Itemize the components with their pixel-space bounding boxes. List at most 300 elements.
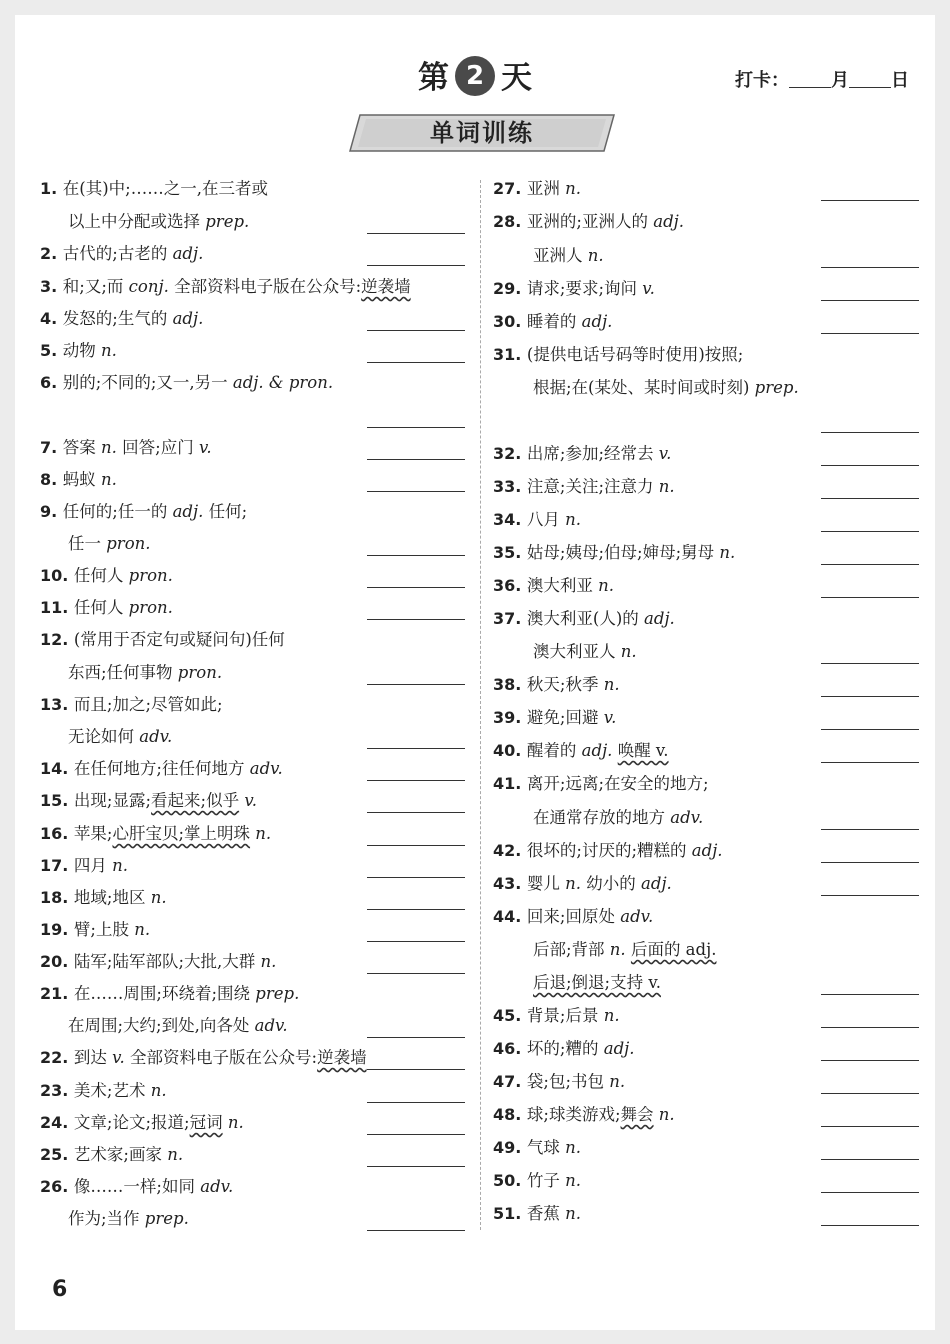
vocab-line [40,695,223,715]
item-number: 33. [493,477,527,496]
vocab-line [493,675,620,695]
item-number: 43. [493,874,527,893]
part-of-speech: adj. [635,874,672,893]
part-of-speech: n. [145,1081,167,1100]
answer-blank[interactable] [821,895,919,896]
definition-text: 避免;回避 [526,708,599,727]
answer-blank[interactable] [821,1060,919,1061]
definition-text: 幼小的 [581,874,636,893]
part-of-speech: adj. [167,502,204,521]
definition-text: 和;又;而 [62,277,124,296]
answer-blank[interactable] [821,696,919,697]
definition-text: 东西;任何事物 [68,663,173,682]
answer-blank[interactable] [367,845,465,846]
column-divider [480,180,481,1230]
answer-blank[interactable] [821,862,919,863]
definition-text: 亚洲的;亚洲人的 [526,212,648,231]
item-number: 17. [40,856,74,875]
definition-text: 回答;应门 [116,438,194,457]
part-of-speech: n. [95,341,117,360]
part-of-speech: adj. [167,244,204,263]
definition-text: 像……一样;如同 [73,1177,195,1196]
part-of-speech: n. [559,874,582,893]
part-of-speech: v. [106,1048,125,1067]
definition-text: 四月 [73,856,107,875]
part-of-speech: pron. [123,566,173,585]
part-of-speech: conj. [123,277,169,296]
part-of-speech: n. [604,1072,626,1091]
item-number: 7. [40,438,63,457]
answer-blank[interactable] [367,1134,465,1135]
answer-blank[interactable] [367,780,465,781]
vocab-line [40,179,268,199]
answer-blank[interactable] [821,498,919,499]
part-of-speech: v. [239,791,257,810]
highlighted-meaning: 逆袭墙 [361,277,411,296]
definition-text: 坏的;糟的 [526,1039,599,1058]
vocab-line [40,598,173,618]
part-of-speech: adj. [598,1039,635,1058]
part-of-speech: n. [559,1171,582,1190]
part-of-speech: prep. [250,984,300,1003]
vocab-line [493,741,669,761]
part-of-speech: adj. [576,741,613,760]
answer-blank[interactable] [821,564,919,565]
vocab-line [40,984,299,1004]
answer-blank[interactable] [367,362,465,363]
item-number: 13. [40,695,74,714]
answer-blank[interactable] [821,432,919,433]
answer-blank[interactable] [367,1166,465,1167]
vocab-line [493,1138,581,1158]
answer-blank[interactable] [821,663,919,664]
definition-text: 在通常存放的地方 [533,808,665,827]
day-number-badge: 2 [455,56,495,96]
part-of-speech: n. [145,888,167,907]
item-number: 44. [493,907,527,926]
part-of-speech: adj. [647,212,684,231]
vocab-line [493,1105,675,1125]
answer-blank[interactable] [821,267,919,268]
answer-blank[interactable] [367,1230,465,1231]
item-number: 39. [493,708,527,727]
answer-blank[interactable] [821,333,919,334]
part-of-speech: adv. [194,1177,234,1196]
definition-text: 蚂蚁 [62,470,96,489]
definition-text: 在任何地方;往任何地方 [73,759,245,778]
item-number: 6. [40,373,63,392]
answer-blank[interactable] [821,762,919,763]
definition-text: 任何的;任一的 [62,502,168,521]
part-of-speech: n. [128,920,151,939]
item-number: 21. [40,984,74,1003]
definition-text: 任一 [68,534,101,553]
definition-text: 醒着的 [526,741,577,760]
section-title: 单词训练 [430,119,534,147]
item-number: 20. [40,952,74,971]
part-of-speech: n. [592,576,615,595]
answer-blank[interactable] [821,465,919,466]
item-number: 47. [493,1072,527,1091]
definition-text: 在周围;大约;到处,向各处 [68,1016,250,1035]
answer-blank[interactable] [821,994,919,995]
answer-blank[interactable] [821,729,919,730]
answer-blank[interactable] [367,684,465,685]
definition-text: 任何; [203,502,248,521]
vocab-line [40,373,333,393]
part-of-speech: n. [559,179,582,198]
item-number: 11. [40,598,74,617]
item-number: 5. [40,341,63,360]
answer-blank[interactable] [367,1037,465,1038]
definition-text: 姑母;姨母;伯母;婶母;舅母 [526,543,715,562]
answer-blank[interactable] [367,587,465,588]
part-of-speech: n. [222,1113,244,1132]
vocab-line [493,1171,581,1191]
month-blank[interactable] [789,71,831,88]
definition-text: 气球 [526,1138,560,1157]
part-of-speech: adj. [576,312,613,331]
vocab-line [40,470,117,490]
item-number: 36. [493,576,527,595]
definition-text: 亚洲人 [533,246,583,265]
title-suffix: 天 [501,60,532,96]
part-of-speech: n. [161,1145,184,1164]
item-number: 34. [493,510,527,529]
vocab-line [40,438,212,458]
item-number: 29. [493,279,527,298]
item-number: 49. [493,1138,527,1157]
definition-text: 后部;背部 [533,940,605,959]
definition-text: 任何人 [73,566,124,585]
part-of-speech: adj. [686,841,723,860]
definition-text: 答案 [62,438,96,457]
highlighted-meaning: 后退;倒退;支持 v. [533,973,661,992]
vocab-line [68,212,249,232]
definition-text: 任何人 [73,598,124,617]
item-number: 51. [493,1204,527,1223]
vocab-line [40,1113,244,1133]
part-of-speech: adv. [249,1016,288,1035]
part-of-speech: v. [637,279,655,298]
vocab-line [40,309,203,329]
answer-blank[interactable] [367,812,465,813]
vocab-line [40,791,257,811]
part-of-speech: adv. [665,808,704,827]
highlighted-meaning: 逆袭墙 [317,1048,367,1067]
part-of-speech: n. [106,856,129,875]
highlighted-meaning: 冠词 [189,1113,223,1132]
vocab-line [493,543,735,563]
answer-blank[interactable] [367,233,465,234]
item-number: 12. [40,630,74,649]
item-number: 19. [40,920,74,939]
answer-blank[interactable] [367,555,465,556]
item-number: 24. [40,1113,74,1132]
vocab-line [40,630,285,650]
vocab-line [493,477,675,497]
item-number: 9. [40,502,63,521]
vocab-line [68,663,222,683]
vocab-line [493,907,653,927]
vocab-line [40,277,411,297]
part-of-speech: adj. [638,609,675,628]
part-of-speech: n. [559,510,582,529]
vocab-line [68,1209,189,1229]
answer-blank[interactable] [821,1027,919,1028]
vocab-line [68,1016,288,1036]
checkin-field [735,66,909,92]
definition-text: 澳大利亚 [526,576,593,595]
definition-text: 竹子 [526,1171,560,1190]
highlighted-meaning: 看起来;似乎 [151,791,240,810]
vocab-line [493,312,612,332]
page-number: 6 [52,1277,68,1302]
part-of-speech: n. [653,477,675,496]
vocab-line [40,502,247,522]
definition-text: 背景;后景 [526,1006,599,1025]
item-number: 10. [40,566,74,585]
definition-text: 苹果; [73,824,113,843]
item-number: 15. [40,791,74,810]
definition-text: 在(其)中;……之一,在三者或 [62,179,268,198]
answer-blank[interactable] [367,491,465,492]
answer-blank[interactable] [821,300,919,301]
vocab-line [68,534,151,554]
part-of-speech: n. [255,952,277,971]
part-of-speech: prep. [200,212,250,231]
vocab-line [40,1177,233,1197]
definition-text: 无论如何 [68,727,134,746]
vocab-line [533,378,799,398]
definition-text: 动物 [62,341,96,360]
item-number: 1. [40,179,63,198]
vocab-line [40,952,276,972]
part-of-speech: n. [604,940,626,959]
vocab-line [533,973,661,993]
item-number: 45. [493,1006,527,1025]
part-of-speech: n. [95,470,117,489]
month-label: 月 [831,70,849,91]
part-of-speech: adv. [614,907,654,926]
item-number: 50. [493,1171,527,1190]
vocab-line [40,1048,367,1068]
item-number: 30. [493,312,527,331]
vocab-line [40,341,117,361]
part-of-speech: n. [714,543,736,562]
answer-blank[interactable] [821,200,919,201]
answer-blank[interactable] [821,1192,919,1193]
answer-blank[interactable] [821,829,919,830]
definition-text: 全部资料电子版在公众号: [124,1048,318,1067]
answer-blank[interactable] [821,597,919,598]
part-of-speech: pron. [172,663,223,682]
vocab-line [493,1006,620,1026]
answer-blank[interactable] [821,1225,919,1226]
answer-blank[interactable] [367,619,465,620]
item-number: 40. [493,741,527,760]
definition-text: 回来;回原处 [526,907,615,926]
part-of-speech: n. [559,1204,582,1223]
definition-text: 地域;地区 [73,888,146,907]
part-of-speech: n. [95,438,117,457]
part-of-speech: n. [653,1105,675,1124]
item-number: 4. [40,309,63,328]
answer-blank[interactable] [367,427,465,428]
item-number: 48. [493,1105,527,1124]
vocab-line [493,1204,581,1224]
item-number: 2. [40,244,63,263]
definition-text: 婴儿 [526,874,560,893]
part-of-speech: prep. [749,378,799,397]
day-label: 日 [891,70,909,91]
vocab-line [493,774,709,794]
part-of-speech: n. [559,1138,582,1157]
checkin-label: 打卡： [735,70,789,91]
answer-blank[interactable] [367,1069,465,1070]
vocab-line [40,856,128,876]
answer-blank[interactable] [367,1102,465,1103]
item-number: 31. [493,345,527,364]
vocab-line [493,1039,635,1059]
vocab-line [40,888,167,908]
vocab-line [533,246,604,266]
definition-text: 作为;当作 [68,1209,140,1228]
definition-text: 亚洲 [526,179,560,198]
part-of-speech: adj. & pron. [227,373,334,392]
part-of-speech: n. [615,642,637,661]
definition-text: 以上中分配或选择 [68,212,200,231]
item-number: 41. [493,774,527,793]
definition-text: 很坏的;讨厌的;糟糕的 [526,841,687,860]
part-of-speech: n. [598,675,620,694]
part-of-speech: pron. [101,534,151,553]
vocab-line [40,1081,167,1101]
vocab-line [493,609,675,629]
vocab-line [40,566,173,586]
item-number: 26. [40,1177,74,1196]
answer-blank[interactable] [367,330,465,331]
definition-text: 全部资料电子版在公众号: [168,277,362,296]
definition-text: 离开;远离;在安全的地方; [526,774,709,793]
answer-blank[interactable] [367,909,465,910]
definition-text: 出现;显露; [73,791,152,810]
item-number: 35. [493,543,527,562]
highlighted-meaning: 舞会 [620,1105,654,1124]
definition-text: 美术;艺术 [73,1081,146,1100]
answer-blank[interactable] [821,1093,919,1094]
vocab-line [40,1145,183,1165]
part-of-speech: prep. [139,1209,189,1228]
vocab-line [493,708,616,728]
definition-text: 艺术家;画家 [73,1145,162,1164]
part-of-speech: v. [598,708,617,727]
item-number: 42. [493,841,527,860]
definition-text: 请求;要求;询问 [526,279,638,298]
definition-text: 出席;参加;经常去 [526,444,654,463]
item-number: 46. [493,1039,527,1058]
item-number: 14. [40,759,74,778]
vocab-line [533,642,637,662]
definition-text: 文章;论文;报道; [73,1113,190,1132]
vocab-line [493,874,672,894]
item-number: 22. [40,1048,74,1067]
answer-blank[interactable] [367,459,465,460]
definition-text: 在……周围;环绕着;围绕 [73,984,251,1003]
highlighted-meaning: 后面的 adj. [630,940,717,959]
item-number: 25. [40,1145,74,1164]
definition-text: 澳大利亚人 [533,642,616,661]
part-of-speech: v. [193,438,212,457]
vocab-line [493,279,655,299]
definition-text: 臂;上肢 [73,920,129,939]
vocab-line [40,920,150,940]
answer-blank[interactable] [367,877,465,878]
definition-text: 球;球类游戏; [526,1105,621,1124]
item-number: 23. [40,1081,74,1100]
definition-text: 根据;在(某处、某时间或时刻) [533,378,750,397]
part-of-speech: pron. [123,598,173,617]
answer-blank[interactable] [367,973,465,974]
item-number: 37. [493,609,527,628]
vocab-line [493,510,581,530]
part-of-speech: n. [582,246,604,265]
answer-blank[interactable] [821,1126,919,1127]
vocab-line [68,727,172,747]
vocab-line [493,212,684,232]
highlighted-meaning: 唤醒 v. [617,741,669,760]
item-number: 8. [40,470,63,489]
answer-blank[interactable] [821,1159,919,1160]
vocab-line [40,759,283,779]
answer-blank[interactable] [821,531,919,532]
title-prefix: 第 [418,60,449,96]
definition-text: 睡着的 [526,312,577,331]
definition-text: 八月 [526,510,560,529]
definition-text: 香蕉 [526,1204,560,1223]
highlighted-meaning: 心肝宝贝;掌上明珠 [112,824,251,843]
answer-blank[interactable] [367,941,465,942]
vocab-line [493,345,743,365]
vocab-line [493,444,671,464]
definition-text: 陆军;陆军部队;大批,大群 [73,952,256,971]
part-of-speech: v. [653,444,672,463]
item-number: 38. [493,675,527,694]
item-number: 3. [40,277,63,296]
day-blank[interactable] [849,71,891,88]
item-number: 28. [493,212,527,231]
definition-text: 袋;包;书包 [526,1072,605,1091]
definition-text: 秋天;秋季 [526,675,599,694]
item-number: 18. [40,888,74,907]
item-number: 32. [493,444,527,463]
definition-text: 澳大利亚(人)的 [526,609,639,628]
definition-text: 而且;加之;尽管如此; [73,695,223,714]
answer-blank[interactable] [367,748,465,749]
definition-text: 别的;不同的;又一,另一 [62,373,228,392]
vocab-line [493,576,614,596]
part-of-speech: adv. [244,759,283,778]
part-of-speech: n. [250,824,272,843]
vocab-line [40,244,203,264]
vocab-line [493,1072,625,1092]
definition-text: 发怒的;生气的 [62,309,168,328]
definition-text: (常用于否定句或疑问句)任何 [73,630,285,649]
definition-text: (提供电话号码等时使用)按照; [526,345,744,364]
definition-text: 到达 [73,1048,107,1067]
answer-blank[interactable] [367,265,465,266]
vocab-line [533,808,703,828]
